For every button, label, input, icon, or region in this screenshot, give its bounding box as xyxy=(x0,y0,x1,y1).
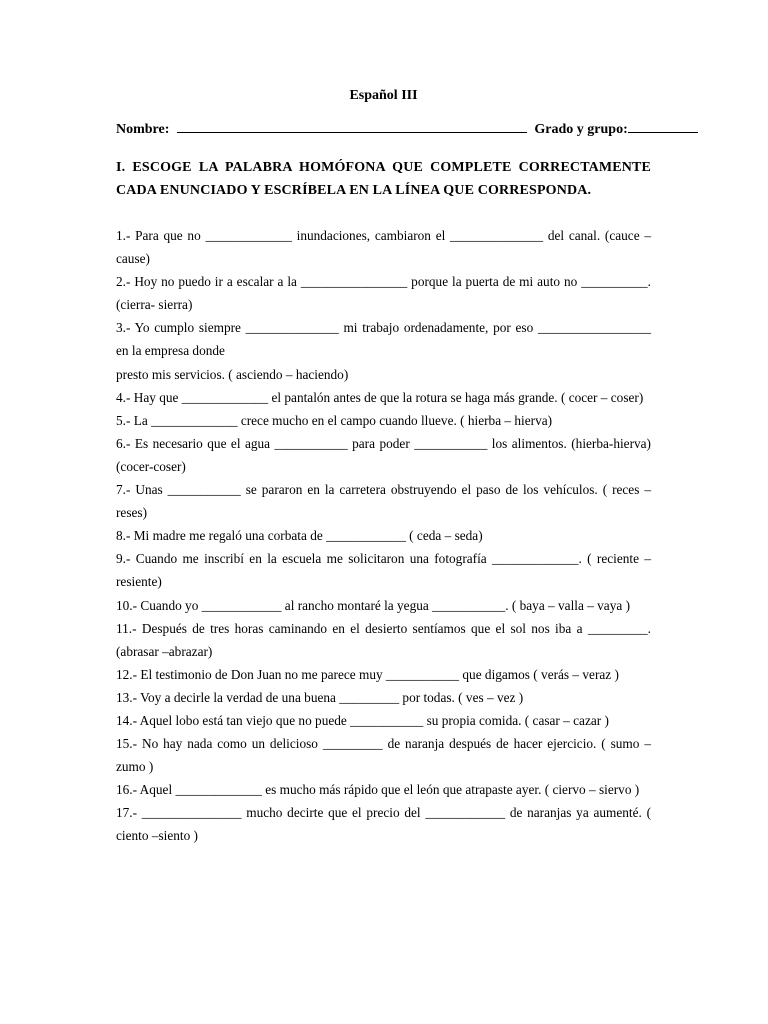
question-7: 7.- Unas ___________ se pararon en la carretera obstruyendo el paso de los vehículos. ( reces – reses) xyxy=(116,482,651,521)
question-5: 5.- La _____________ crece mucho en el campo cuando llueve. ( hierba – hierva) xyxy=(116,412,553,428)
question-15: 15.- No hay nada como un delicioso _________ de naranja después de hacer ejercicio. ( sumo –zumo ) xyxy=(116,736,651,775)
question-14: 14.- Aquel lobo está tan viejo que no puede ___________ su propia comida. ( casar – cazar ) xyxy=(116,712,609,728)
question-13: 13.- Voy a decirle la verdad de una buena _________ por todas. ( ves – vez ) xyxy=(116,689,524,705)
question-6: 6.- Es necesario que el agua ___________ para poder ___________ los alimentos. (hierba-hierva) (cocer-coser) xyxy=(116,435,651,474)
question-17: 17.- _______________ mucho decirte que el precio del ____________ de naranjas ya aumenté. ( ciento –siento ) xyxy=(116,805,651,844)
question-2: 2.- Hoy no puedo ir a escalar a la ________________ porque la puerta de mi auto no __________. (cierra- sierra) xyxy=(116,274,651,313)
student-info-row xyxy=(116,119,696,139)
question-list xyxy=(116,224,651,848)
question-12: 12.- El testimonio de Don Juan no me parece muy ___________ que digamos ( verás – veraz ) xyxy=(116,666,619,682)
name-label: Nombre: xyxy=(116,122,170,137)
name-blank-line xyxy=(177,119,527,133)
question-4: 4.- Hay que _____________ el pantalón antes de que la rotura se haga más grande. ( cocer – coser) xyxy=(116,389,644,405)
instructions-heading: I. ESCOGE LA PALABRA HOMÓFONA QUE COMPLETE CORRECTAMENTE CADA ENUNCIADO Y ESCRÍBELA EN LA LÍNEA QUE CORRESPONDA. xyxy=(116,160,651,198)
question-10: 10.- Cuando yo ____________ al rancho montaré la yegua ___________. ( baya – valla – vaya ) xyxy=(116,597,631,613)
question-1: 1.- Para que no _____________ inundaciones, cambiaron el ______________ del canal. (cauce – cause) xyxy=(116,228,651,267)
grade-label: Grado y grupo: xyxy=(534,122,628,137)
page-title: Español III xyxy=(349,88,418,103)
question-9: 9.- Cuando me inscribí en la escuela me solicitaron una fotografía _____________. ( reciente – resiente) xyxy=(116,551,651,590)
question-3: 3.- Yo cumplo siempre ______________ mi trabajo ordenadamente, por eso _________________ en la empresa donde xyxy=(116,320,651,359)
question-11: 11.- Después de tres horas caminando en el desierto sentíamos que el sol nos iba a _________. (abrasar –abrazar) xyxy=(116,620,651,659)
question-8: 8.- Mi madre me regaló una corbata de ____________ ( ceda – seda) xyxy=(116,528,483,544)
grade-blank-line xyxy=(628,119,698,133)
question-3-continuation: presto mis servicios. ( asciendo – haciendo) xyxy=(116,366,349,382)
question-16: 16.- Aquel _____________ es mucho más rápido que el león que atrapaste ayer. ( ciervo – siervo ) xyxy=(116,782,640,798)
